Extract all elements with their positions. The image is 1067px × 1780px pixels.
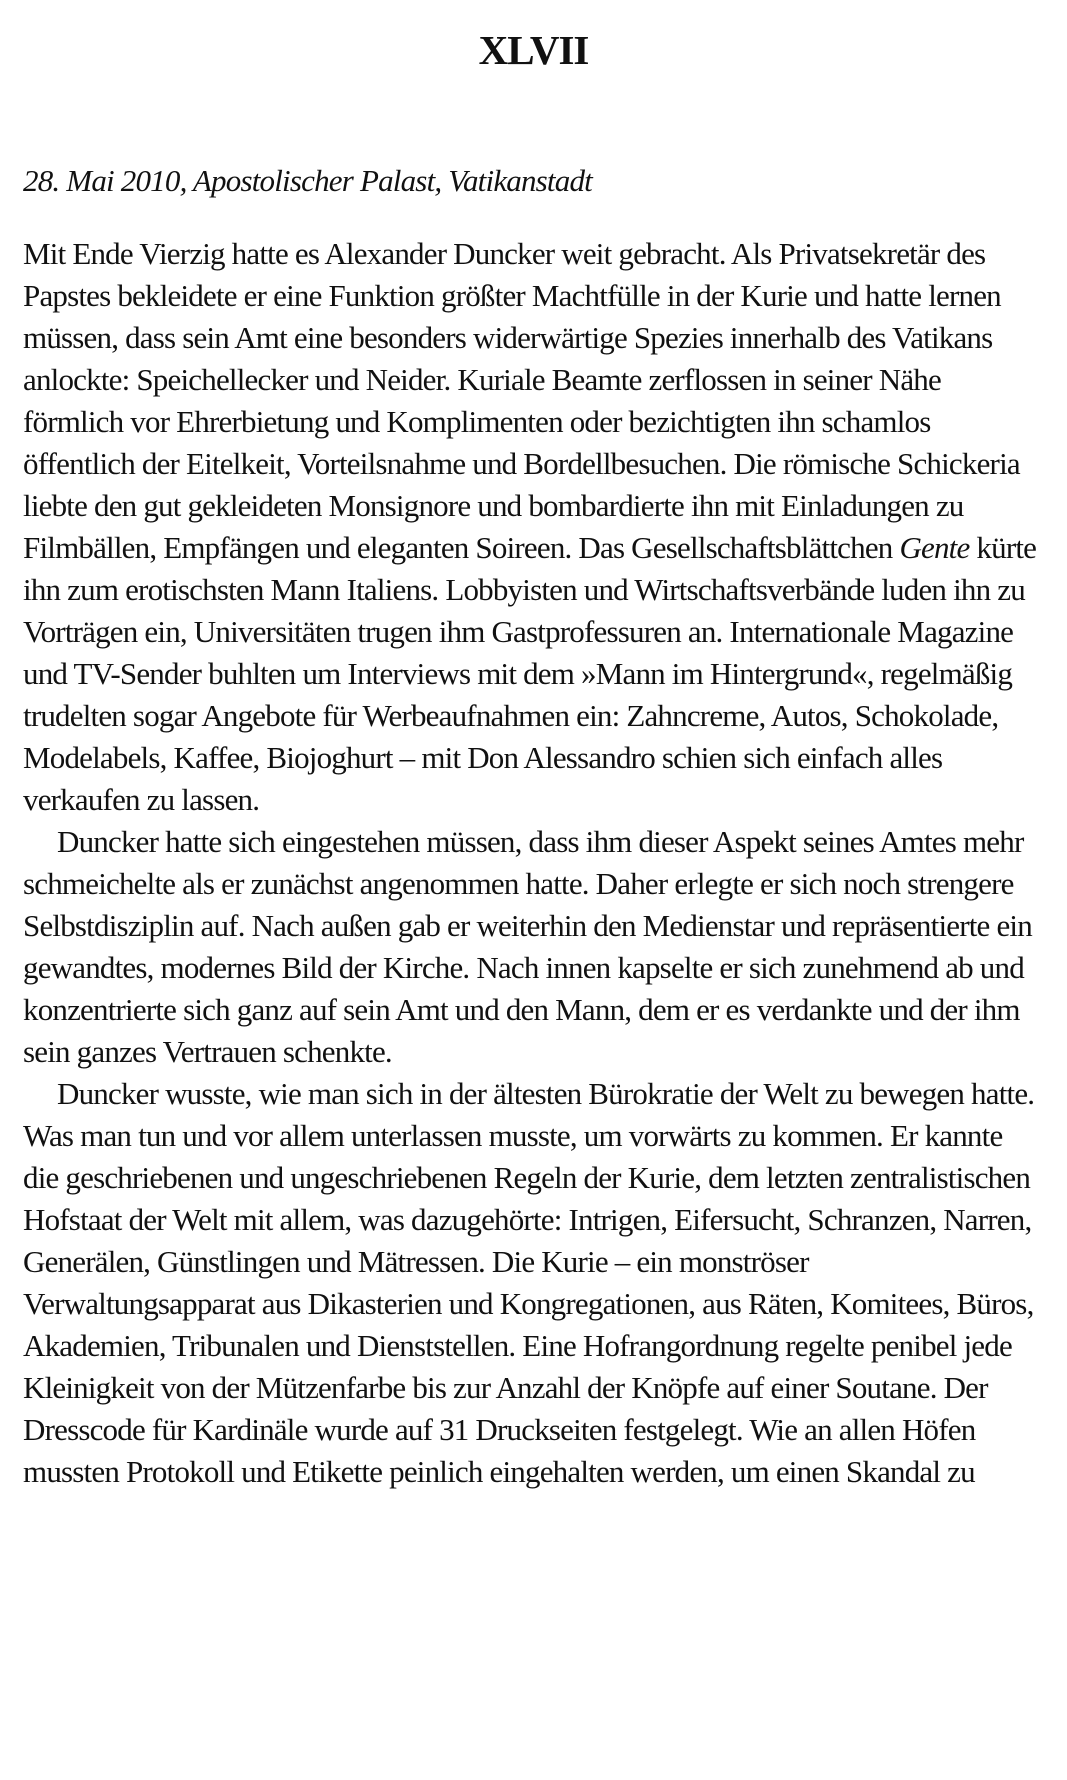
magazine-title: Gente — [899, 530, 970, 565]
paragraph-1-text-b: kürte ihn zum erotischsten Mann Italiens. Lobbyisten und Wirtschaftsverbände luden ihn zu Vorträgen ein, Universitäten trugen ihm Gastprofessuren an. Internationale Magazine und TV-Sender buhlten um Interviews mit dem »Mann im Hintergrund«, regelmäßig trudelten sogar Angebote für Werbeaufnahmen ein: Zahncreme, Autos, Schokolade, Modelabels, Kaffee, Biojoghurt – mit Don Alessandro schien sich einfach alles verkaufen zu lassen. — [23, 530, 1037, 817]
paragraph-1 — [23, 233, 1043, 821]
paragraph-2: Duncker hatte sich eingestehen müssen, dass ihm dieser Aspekt seines Amtes mehr schmeichelte als er zunächst angenommen hatte. Daher erlegte er sich noch strengere Selbstdisziplin auf. Nach außen gab er weiterhin den Medienstar und repräsentierte ein gewandtes, modernes Bild der Kirche. Nach innen kapselte er sich zunehmend ab und konzentrierte sich ganz auf sein Amt und den Mann, dem er es verdankte und der ihm sein ganzes Vertrauen schenkte. — [23, 824, 1032, 1069]
paragraph-1-text-a: Mit Ende Vierzig hatte es Alexander Duncker weit gebracht. Als Privatsekretär des Papstes bekleidete er eine Funktion größter Machtfülle in der Kurie und hatte lernen müssen, dass sein Amt eine besonders widerwärtige Spezies innerhalb des Vatikans anlockte: Speichellecker und Neider. Kuriale Beamte zerflossen in seiner Nähe förmlich vor Ehrerbietung und Komplimenten oder bezichtigten ihn schamlos öffentlich der Eitelkeit, Vorteilsnahme und Bordellbesuchen. Die römische Schickeria liebte den gut gekleideten Monsignore und bombardierte ihn mit Einladungen zu Filmbällen, Empfängen und eleganten Soireen. Das Gesellschaftsblättchen — [23, 236, 1020, 565]
chapter-dateline: 28. Mai 2010, Apostolischer Palast, Vatikanstadt — [23, 163, 592, 198]
chapter-heading: XLVII — [478, 27, 589, 73]
chapter-body — [23, 233, 1043, 1493]
paragraph-3: Duncker wusste, wie man sich in der ältesten Bürokratie der Welt zu bewegen hatte. Was man tun und vor allem unterlassen musste, um vorwärts zu kommen. Er kannte die geschriebenen und ungeschriebenen Regeln der Kurie, dem letzten zentralistischen Hofstaat der Welt mit allem, was dazugehörte: Intrigen, Eifersucht, Schranzen, Narren, Generälen, Günstlingen und Mätressen. Die Kurie – ein monströser Verwaltungsapparat aus Dikasterien und Kongregationen, aus Räten, Komitees, Büros, Akademien, Tribunalen und Dienststellen. Eine Hofrangordnung regelte penibel jede Kleinigkeit von der Mützenfarbe bis zur Anzahl der Knöpfe auf einer Soutane. Der Dresscode für Kardinäle wurde auf 31 Druckseiten festgelegt. Wie an allen Höfen mussten Protokoll und Etikette peinlich eingehalten werden, um einen Skandal zu — [23, 1076, 1035, 1489]
